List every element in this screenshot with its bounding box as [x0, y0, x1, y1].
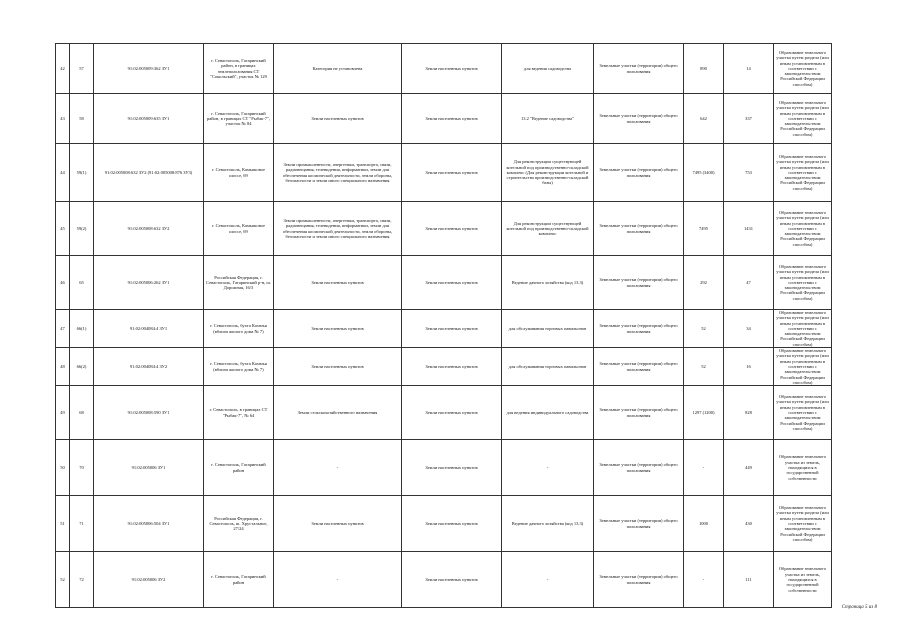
cell-method: Образование земельного участка путем раздела (или иным установленным в соответствии с законодательством Российской Федерации способом)	[774, 496, 832, 552]
cell-n: 59(2)	[70, 202, 94, 256]
cell-zone: Земельные участки (территории) общего пользования	[594, 386, 684, 440]
cell-n: 72	[70, 552, 94, 608]
cell-method: Образование земельного участка путем раздела (или иным установленным в соответствии с законодательством Российской Федерации способом)	[774, 144, 832, 202]
table-row	[56, 44, 832, 94]
cell-dist: 337	[724, 94, 774, 144]
cell-area: -	[684, 552, 724, 608]
cell-dist: 430	[724, 496, 774, 552]
cell-num: 42	[56, 44, 70, 94]
cell-cad: 91:02:005006 ЗУ2	[94, 552, 204, 608]
cell-use: 13.2 "Ведение садоводства"	[502, 94, 594, 144]
cell-use: Для реконструкции существующей котельной под производственно-складской комплекс	[502, 202, 594, 256]
cell-dist: 828	[724, 386, 774, 440]
cell-dist: 14	[724, 44, 774, 94]
cell-dist: 1431	[724, 202, 774, 256]
cell-addr: г. Севастополь, Гагаринский район	[204, 552, 274, 608]
cell-cad: 91:02:004084:4 ЗУ1	[94, 310, 204, 348]
cell-num: 48	[56, 348, 70, 386]
cell-area: 1297 (1200)	[684, 386, 724, 440]
table-row	[56, 496, 832, 552]
cell-zone: Земельные участки (территории) общего пользования	[594, 440, 684, 496]
cell-dist: 449	[724, 440, 774, 496]
cell-method: Образование земельного участка путем раздела (или иным установленным в соответствии с законодательством Российской Федерации способом)	[774, 386, 832, 440]
cell-num: 43	[56, 94, 70, 144]
cell-land: Земли населенных пунктов	[402, 144, 502, 202]
page-footer: Страница 5 из 8	[841, 605, 877, 610]
cell-cad: 91:02:005009:362 ЗУ1	[94, 44, 204, 94]
cell-zone: Земельные участки (территории) общего пользования	[594, 94, 684, 144]
cell-dist: 111	[724, 552, 774, 608]
cell-cat: Земли сельскохозяйственного назначения	[274, 386, 402, 440]
table-row	[56, 202, 832, 256]
cell-cad: 91:02:005008:632 ЗУ2 (91:02:005008:876 ЗУ3)	[94, 144, 204, 202]
cell-addr: г. Севастополь, в границах СТ "Рыбак-7", № 64	[204, 386, 274, 440]
cell-num: 47	[56, 310, 70, 348]
cell-cat: Категория не установлена	[274, 44, 402, 94]
cell-num: 50	[56, 440, 70, 496]
cell-addr: г. Севастополь, Гагаринский район, в границах землепользования СТ "Сокольский", участок № 129	[204, 44, 274, 94]
table-row	[56, 348, 832, 386]
cell-num: 44	[56, 144, 70, 202]
cell-num: 52	[56, 552, 70, 608]
cell-cat: Земли населенных пунктов	[274, 310, 402, 348]
cell-use: для ведения индивидуального садоводства	[502, 386, 594, 440]
cell-cat: Земли населенных пунктов	[274, 496, 402, 552]
cell-method: Образование земельного участка путем раздела (или иным установленным в соответствии с законодательством Российской Федерации способом)	[774, 348, 832, 386]
cell-method: Образование земельного участка из земель, находящихся в государственной собственности	[774, 440, 832, 496]
cell-addr: Российская Федерация, г. Севастополь, Гагаринский р-н, ш. Дорожная, 16/3	[204, 256, 274, 310]
table-row	[56, 144, 832, 202]
cell-method: Образование земельного участка путем раздела (или иным установленным в соответствии с законодательством Российской Федерации способом)	[774, 202, 832, 256]
cell-zone: Земельные участки (территории) общего пользования	[594, 496, 684, 552]
cell-cad: 91:02:004084:4 ЗУ2	[94, 348, 204, 386]
table-row	[56, 310, 832, 348]
cell-addr: г. Севастополь, Гагаринский район	[204, 440, 274, 496]
cell-use: -	[502, 552, 594, 608]
cell-area: 1000	[684, 496, 724, 552]
cell-cat: Земли населенных пунктов	[274, 256, 402, 310]
cell-cat: -	[274, 552, 402, 608]
cell-n: 70	[70, 440, 94, 496]
cell-n: 65	[70, 256, 94, 310]
cell-area: 890	[684, 44, 724, 94]
cell-use: -	[502, 440, 594, 496]
cell-method: Образование земельного участка путем раздела (или иным установленным в соответствии с законодательством Российской Федерации способом)	[774, 94, 832, 144]
cell-land: Земли населенных пунктов	[402, 348, 502, 386]
cell-dist: 47	[724, 256, 774, 310]
cell-cad: 91:02:005008:632 ЗУ2	[94, 202, 204, 256]
cell-n: 71	[70, 496, 94, 552]
cell-addr: г. Севастополь, Гагаринский район, в границах СТ "Рыбак-7", участок № 84	[204, 94, 274, 144]
cell-land: Земли населенных пунктов	[402, 202, 502, 256]
cell-land: Земли населенных пунктов	[402, 310, 502, 348]
cell-area: 292	[684, 256, 724, 310]
cell-land: Земли населенных пунктов	[402, 552, 502, 608]
cell-num: 51	[56, 496, 70, 552]
cell-n: 57	[70, 44, 94, 94]
cell-area: -	[684, 440, 724, 496]
table-row	[56, 440, 832, 496]
cell-num: 46	[56, 256, 70, 310]
cell-cad: 91:02:005006 ЗУ1	[94, 440, 204, 496]
cell-num: 45	[56, 202, 70, 256]
cell-zone: Земельные участки (территории) общего пользования	[594, 144, 684, 202]
cell-cad: 91:02:005009:635 ЗУ1	[94, 94, 204, 144]
cell-zone: Земельные участки (территории) общего пользования	[594, 552, 684, 608]
cell-addr: г. Севастополь, бухта Казачья (вблизи жилого дома № 7)	[204, 310, 274, 348]
cell-area: 7495	[684, 202, 724, 256]
cell-method: Образование земельного участка путем раздела (или иным установленным в соответствии с законодательством Российской Федерации способом)	[774, 44, 832, 94]
cell-land: Земли населенных пунктов	[402, 496, 502, 552]
cell-use: для ведения садоводства	[502, 44, 594, 94]
cell-addr: г. Севастополь, Камышовое шоссе, 69	[204, 144, 274, 202]
cell-use: Ведение дачного хозяйства (код 13.3)	[502, 496, 594, 552]
table-row	[56, 386, 832, 440]
cell-addr: Российская Федерация, г. Севастополь, ш. Хрустальное, 27/24	[204, 496, 274, 552]
cell-area: 642	[684, 94, 724, 144]
cell-use: для обслуживания торговых павильонов	[502, 348, 594, 386]
cell-addr: г. Севастополь, бухта Казачья (вблизи жилого дома № 7)	[204, 348, 274, 386]
cell-use: Для реконструкции существующей котельной под производственно-складской комплекс (Для реконструкции котельной и строительства производственно-складской базы)	[502, 144, 594, 202]
cell-land: Земли населенных пунктов	[402, 94, 502, 144]
table-row	[56, 256, 832, 310]
cell-land: Земли населенных пунктов	[402, 386, 502, 440]
cell-dist: 16	[724, 348, 774, 386]
parcel-table	[55, 43, 832, 608]
cell-addr: г. Севастополь, Камышовое шоссе, 69	[204, 202, 274, 256]
cell-dist: 34	[724, 310, 774, 348]
cell-zone: Земельные участки (территории) общего пользования	[594, 256, 684, 310]
cell-zone: Земельные участки (территории) общего пользования	[594, 348, 684, 386]
cell-land: Земли населенных пунктов	[402, 256, 502, 310]
cell-zone: Земельные участки (территории) общего пользования	[594, 310, 684, 348]
cell-area: 52	[684, 348, 724, 386]
cell-land: Земли населенных пунктов	[402, 440, 502, 496]
cell-method: Образование земельного участка путем раздела (или иным установленным в соответствии с законодательством Российской Федерации способом)	[774, 256, 832, 310]
cell-use: для обслуживания торговых павильонов	[502, 310, 594, 348]
cell-n: 58	[70, 94, 94, 144]
cell-cat: Земли промышленности, энергетики, транспорта, связи, радиовещания, телевидения, информатики, земли для обеспечения космической деятельности, земли обороны, безопасности и земли иного специального назначения	[274, 144, 402, 202]
cell-n: 59(1)	[70, 144, 94, 202]
cell-cat: -	[274, 440, 402, 496]
cell-cat: Земли промышленности, энергетики, транспорта, связи, радиовещания, телевидения, информатики, земли для обеспечения космической деятельности, земли обороны, безопасности и земли иного специального назначения	[274, 202, 402, 256]
cell-method: Образование земельного участка путем раздела (или иным установленным в соответствии с законодательством Российской Федерации способом)	[774, 310, 832, 348]
cell-zone: Земельные участки (территории) общего пользования	[594, 44, 684, 94]
cell-land: Земли населенных пунктов	[402, 44, 502, 94]
cell-cad: 91:02:005008:590 ЗУ1	[94, 386, 204, 440]
table-body	[56, 44, 832, 608]
cell-n: 68	[70, 386, 94, 440]
cell-zone: Земельные участки (территории) общего пользования	[594, 202, 684, 256]
cell-area: 52	[684, 310, 724, 348]
cell-num: 49	[56, 386, 70, 440]
cell-area: 7495 (3400)	[684, 144, 724, 202]
cell-dist: 753	[724, 144, 774, 202]
cell-cat: Земли населенных пунктов	[274, 348, 402, 386]
table-row	[56, 94, 832, 144]
cell-method: Образование земельного участка из земель, находящихся в государственной собственности	[774, 552, 832, 608]
cell-n: 66(2)	[70, 348, 94, 386]
cell-cat: Земли населенных пунктов	[274, 94, 402, 144]
cell-use: Ведение дачного хозяйства (код 13.3)	[502, 256, 594, 310]
table-row	[56, 552, 832, 608]
cell-cad: 91:02:005006:262 ЗУ1	[94, 256, 204, 310]
cell-n: 66(1)	[70, 310, 94, 348]
cell-cad: 91:02:005006:504 ЗУ1	[94, 496, 204, 552]
